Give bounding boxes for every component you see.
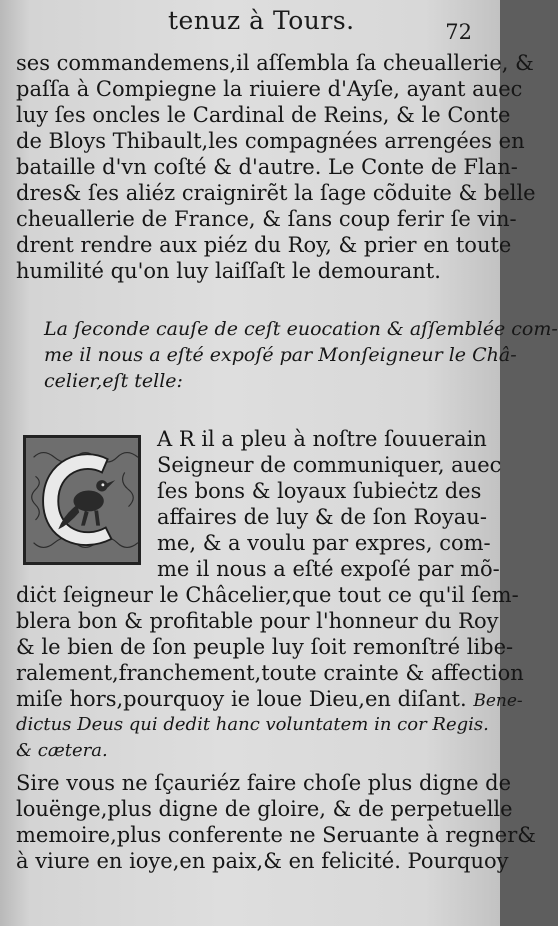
paragraph-3 (16, 770, 536, 874)
text-line (16, 686, 523, 712)
text-line: bataille d'vn coſté & d'autre. Le Conte de Flan- (16, 155, 518, 179)
text-line: affaires de luy & de ſon Royau- (157, 505, 487, 529)
latin-quote-line: dictus Deus qui dedit hanc voluntatem in cor Regis. (16, 714, 489, 735)
page-header (0, 2, 500, 44)
text-line: me il nous a eſté expoſé par mõ- (157, 557, 500, 581)
text-line: me, & a voulu par expres, com- (157, 531, 491, 555)
text-line: ſes bons & loyaux ſubieċtz des (157, 479, 482, 503)
text-line: dres& ſes aliéz craignirẽt la ſage cõduite & belle (16, 181, 536, 205)
text-line: A R il a pleu à noſtre ſouuerain (157, 427, 487, 451)
italic-heading (44, 316, 558, 394)
text-line: cheuallerie de France, & ſans coup ferir ſe vin- (16, 207, 517, 231)
heading-line: celier,eſt telle: (44, 370, 183, 392)
page-number: 72 (445, 20, 472, 44)
text-line: blera bon & profitable pour l'honneur du Roy (16, 609, 499, 633)
text-line: ses commandemens,il aſſembla ſa cheuallerie, & (16, 51, 534, 75)
text-line: ralement,franchement,toute crainte & affection (16, 661, 524, 685)
latin-quote-line: & cætera. (16, 740, 108, 761)
paragraph-2-continued (16, 582, 524, 764)
running-title: tenuz à Tours. (168, 6, 355, 35)
text-line: paſſa à Compiegne la riuiere d'Ayſe, ayant auec (16, 77, 523, 101)
text-line: & le bien de ſon peuple luy ſoit remonſtré libe- (16, 635, 514, 659)
text-line: drent rendre aux piéz du Roy, & prier en toute (16, 233, 512, 257)
heading-line: me il nous a eſté expoſé par Monſeigneur le Châ- (44, 344, 517, 366)
text-line: luy ſes oncles le Cardinal de Reins, & le Conte (16, 103, 511, 127)
initial-ornament (26, 438, 138, 562)
text-line: à viure en ioye,en paix,& en felicité. Pourquoy (16, 849, 509, 873)
text-line: Seigneur de communiquer, auec (157, 453, 502, 477)
latin-quote-start: Bene- (473, 691, 523, 711)
paragraph-2-indented (157, 426, 502, 582)
heading-line: La ſeconde cauſe de ceſt euocation & aſſemblée com- (44, 318, 558, 340)
text-line: memoire,plus conferente ne Seruante à regner& (16, 823, 536, 847)
paragraph-1 (16, 50, 536, 284)
decorated-initial-bird-icon (23, 435, 141, 565)
text-segment: miſe hors,pourquoy ie loue Dieu,en diſant. (16, 687, 467, 711)
text-line: louënge,plus digne de gloire, & de perpetuelle (16, 797, 513, 821)
text-line: humilité qu'on luy laiſſaſt le demourant. (16, 259, 441, 283)
text-line: Sire vous ne ſçauriéz faire choſe plus digne de (16, 771, 512, 795)
text-line: diċt ſeigneur le Châcelier,que tout ce qu'il ſem- (16, 583, 519, 607)
text-line: de Bloys Thibault,les compagnées arrengées en (16, 129, 525, 153)
